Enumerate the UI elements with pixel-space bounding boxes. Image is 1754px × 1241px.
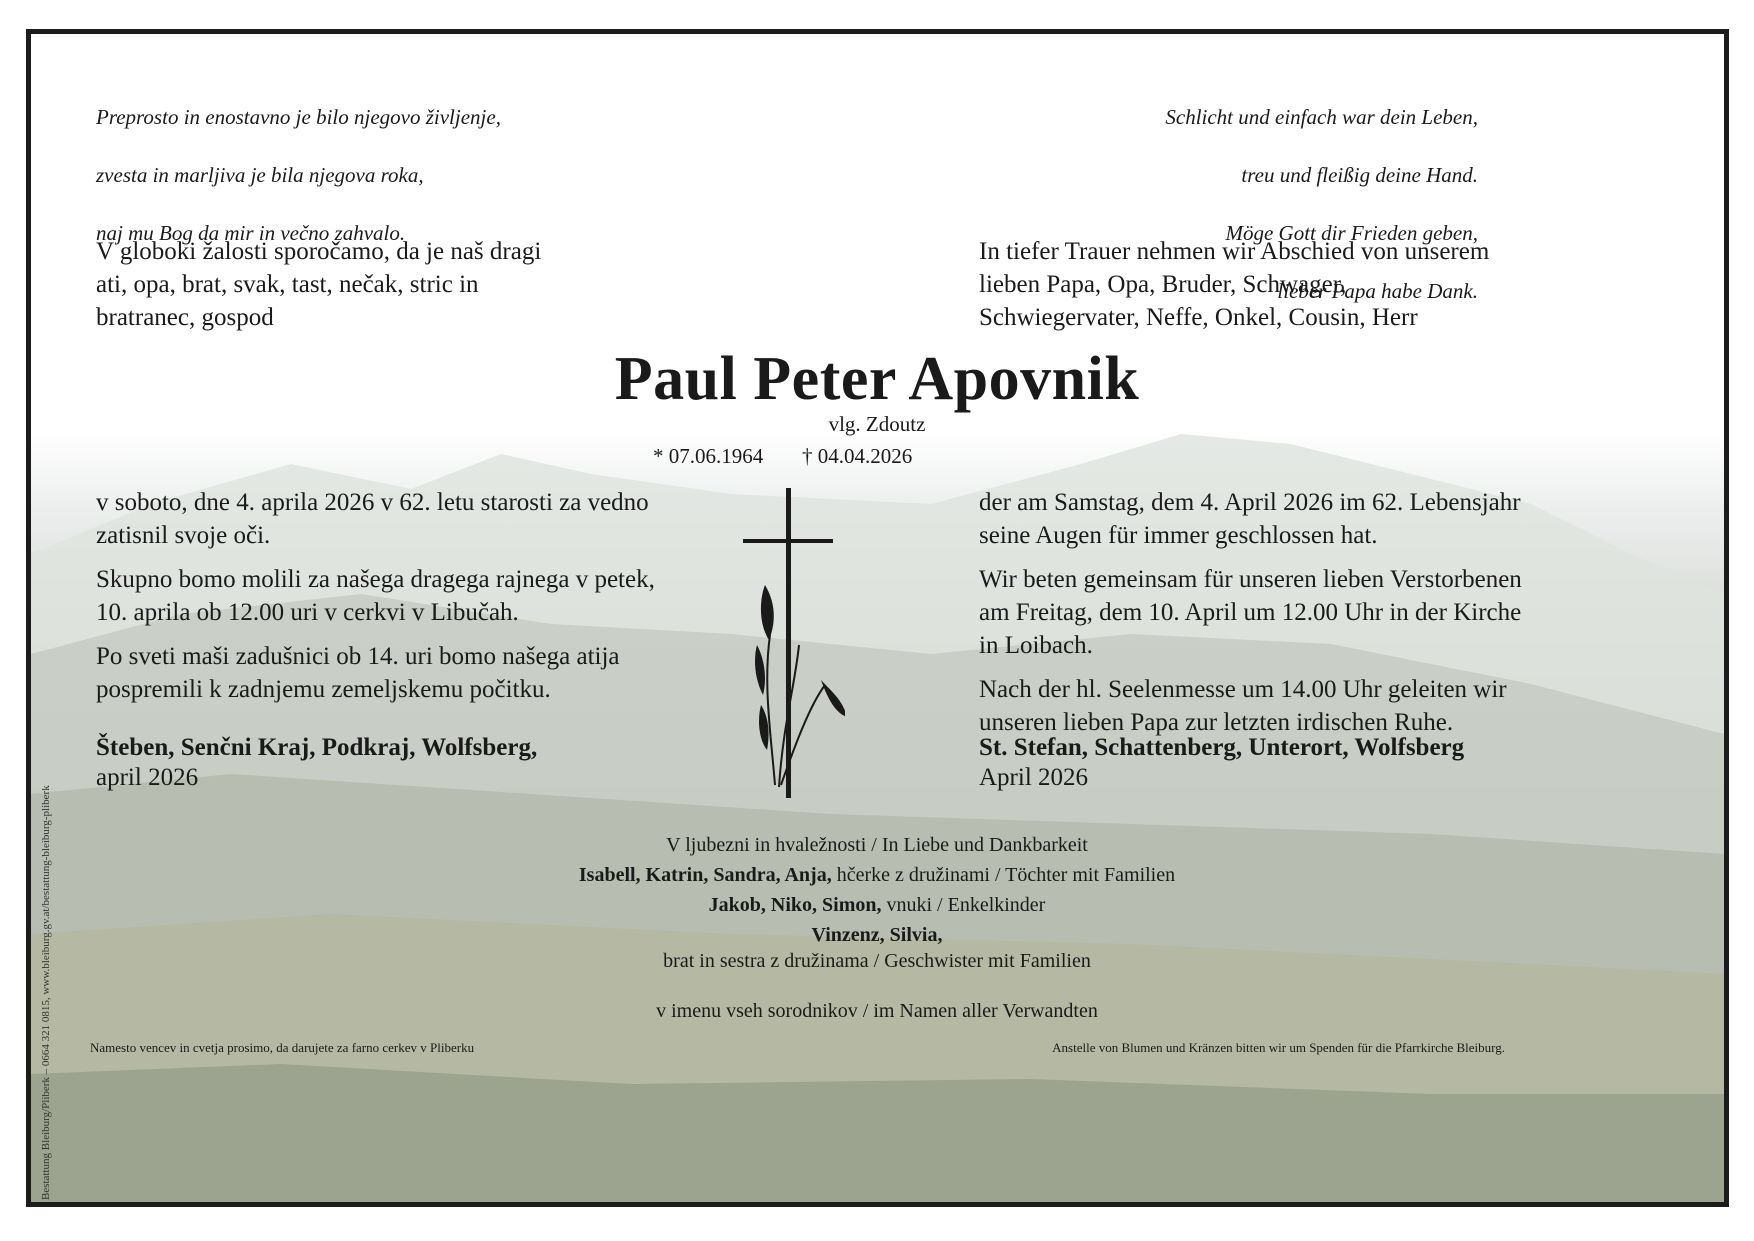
- german-paragraph: der am Samstag, dem 4. April 2026 im 62. Lebensjahr seine Augen für immer geschlossen hat.: [979, 489, 1521, 549]
- grandchildren-names: Jakob, Niko, Simon,: [708, 894, 882, 916]
- poem-line: Preprosto in enostavno je bilo njegovo življenje,: [96, 105, 501, 129]
- death-date: † 04.04.2026: [802, 444, 913, 468]
- siblings-names: Vinzenz, Silvia,: [811, 924, 943, 946]
- intro-german: In tiefer Trauer nehmen wir Abschied von unserem lieben Papa, Opa, Bruder, Schwager, Schwiegervater, Neffe, Onkel, Cousin, Herr: [979, 238, 1490, 331]
- siblings-role: brat in sestra z družinama / Geschwister mit Familien: [663, 950, 1091, 972]
- mourners-heading: V ljubezni in hvaležnosti / In Liebe und Dankbarkeit: [666, 834, 1088, 856]
- german-paragraph: Wir beten gemeinsam für unseren lieben Verstorbenen am Freitag, dem 10. April um 12.00 Uhr in der Kirche in Loibach.: [979, 566, 1522, 659]
- slovene-paragraph: v soboto, dne 4. aprila 2026 v 62. letu starosti za vedno zatisnil svoje oči.: [96, 489, 649, 549]
- mourners-block: [377, 830, 1377, 1026]
- place-german: St. Stefan, Schattenberg, Unterort, Wolfsberg: [979, 734, 1465, 761]
- daughters-names: Isabell, Katrin, Sandra, Anja,: [578, 864, 832, 886]
- daughters-role: hčerke z družinami / Töchter mit Familien: [836, 864, 1176, 886]
- footer-slovene: Namesto vencev in cvetja prosimo, da darujete za farno cerkev v Pliberku: [90, 1040, 475, 1055]
- deceased-name: Paul Peter Apovnik: [614, 345, 1140, 413]
- grandchildren-role: vnuki / Enkelkinder: [886, 894, 1046, 916]
- birth-date: * 07.06.1964: [653, 444, 764, 468]
- slovene-body: [96, 486, 656, 717]
- slovene-paragraph: Po sveti maši zadušnici ob 14. uri bomo našega atija pospremili k zadnjemu zemeljskemu počitku.: [96, 643, 620, 703]
- deceased-nickname: vlg. Zdoutz: [828, 412, 926, 436]
- place-slovene: Šteben, Senčni Kraj, Podkraj, Wolfsberg,: [96, 734, 538, 761]
- intro-slovene: V globoki žalosti sporočamo, da je naš dragi ati, opa, brat, svak, tast, nečak, stric in bratranec, gospod: [96, 238, 542, 331]
- poem-line: lieber Papa habe Dank.: [1277, 279, 1478, 303]
- poem-line: naj mu Bog da mir in večno zahvalo.: [96, 221, 406, 245]
- slovene-paragraph: Skupno bomo molili za našega dragega rajnega v petek, 10. aprila ob 12.00 uri v cerkvi v Libučah.: [96, 566, 655, 626]
- footer-german: Anstelle von Blumen und Kränzen bitten wir um Spenden für die Pfarrkirche Bleiburg.: [1052, 1040, 1505, 1055]
- poem-line: Schlicht und einfach war dein Leben,: [1165, 105, 1478, 129]
- cross-with-wheat-icon: [735, 485, 845, 805]
- date-slovene: april 2026: [96, 764, 199, 791]
- poem-line: Möge Gott dir Frieden geben,: [1225, 221, 1478, 245]
- german-body: [979, 486, 1524, 750]
- relatives-line: v imenu vseh sorodnikov / im Namen aller Verwandten: [656, 1000, 1098, 1022]
- mourners-grandchildren: [377, 890, 1377, 920]
- mourners-daughters: [377, 860, 1377, 890]
- poem-line: treu und fleißig deine Hand.: [1241, 163, 1478, 187]
- date-german: April 2026: [979, 764, 1089, 791]
- german-paragraph: Nach der hl. Seelenmesse um 14.00 Uhr geleiten wir unseren lieben Papa zur letzten irdischen Ruhe.: [979, 676, 1507, 736]
- side-imprint: Bestattung Bleiburg/Pliberk – 0664 321 0815, www.bleiburg.gv.at/bestattung-bleiburg-pliberk: [40, 785, 52, 1200]
- poem-line: zvesta in marljiva je bila njegova roka,: [96, 163, 424, 187]
